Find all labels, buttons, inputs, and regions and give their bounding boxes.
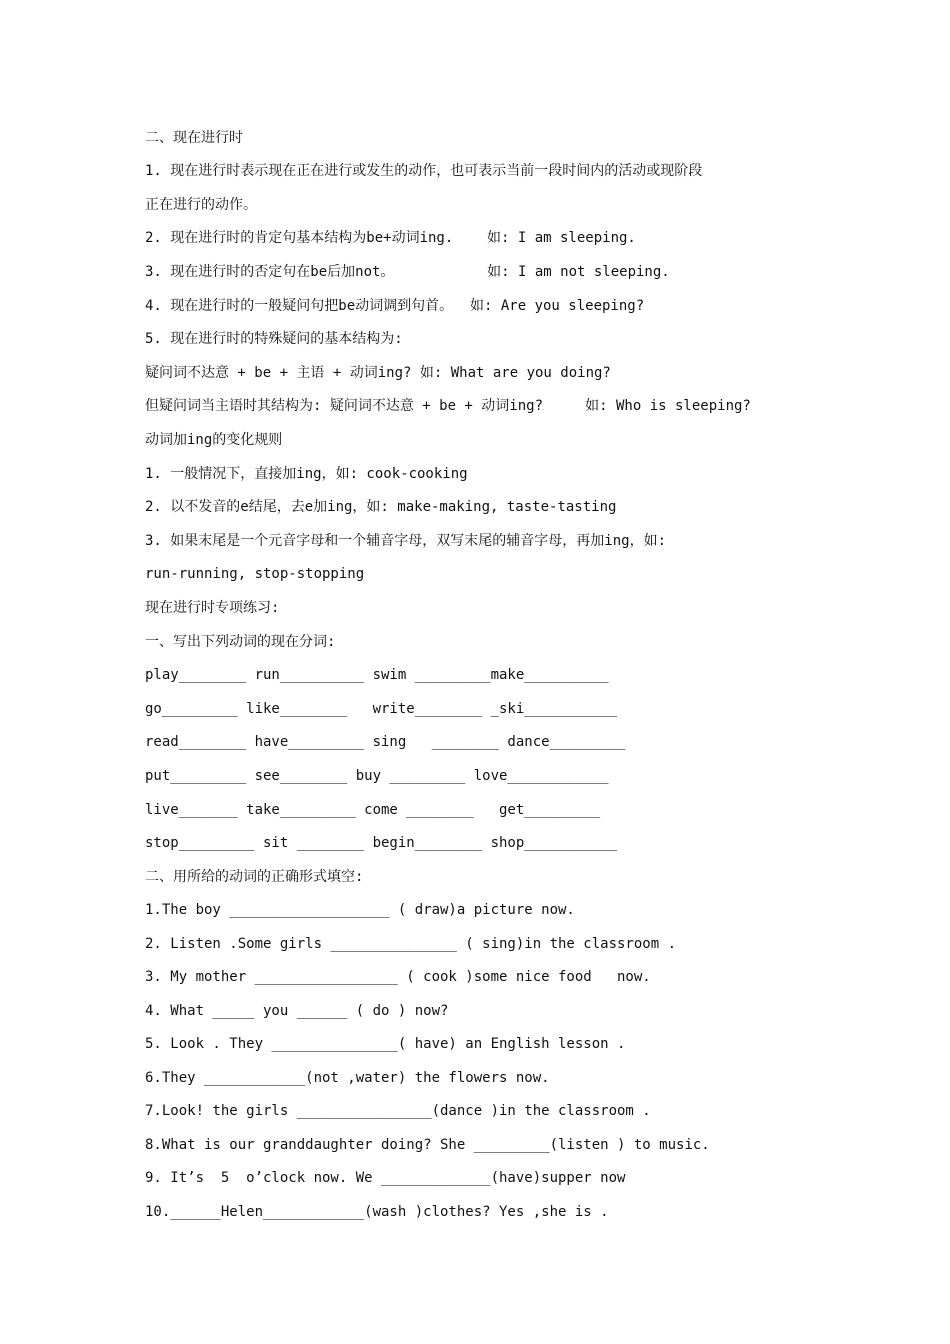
fill-in-sentence: 5. Look . They _______________( have) an English lesson . [145,1036,626,1052]
verb-row: play________ run__________ swim _________make__________ [145,667,609,683]
fill-in-sentence: 3. My mother _________________ ( cook )some nice food now. [145,969,651,985]
fill-in-sentence: 6.They ____________(not ,water) the flowers now. [145,1070,550,1086]
rule-4: 4. 现在进行时的一般疑问句把be动词调到句首。 如: Are you sleeping? [145,298,645,314]
rule-1-line-a: 1. 现在进行时表示现在正在进行或发生的动作，也可表示当前一段时间内的活动或现阶段 [145,163,703,179]
ing-rule-1: 1. 一般情况下，直接加ing，如: cook-cooking [145,466,468,482]
verb-row: live_______ take_________ come ________ get_________ [145,802,601,818]
ing-rule-3-line-a: 3. 如果末尾是一个元音字母和一个辅音字母，双写末尾的辅音字母，再加ing，如: [145,533,666,549]
fill-in-sentence: 9. It’s 5 o’clock now. We _____________(have)supper now [145,1170,626,1186]
fill-in-sentence: 7.Look! the girls ________________(dance )in the classroom . [145,1103,651,1119]
rule-3: 3. 现在进行时的否定句在be后加not。 如: I am not sleeping. [145,264,670,280]
ing-rule-3-line-b: run-running, stop-stopping [145,566,365,582]
fill-in-sentence: 2. Listen .Some girls _______________ ( sing)in the classroom . [145,936,677,952]
part-1-heading: 一、写出下列动词的现在分词: [145,634,336,650]
fill-in-sentence: 8.What is our granddaughter doing? She _________(listen ) to music. [145,1137,710,1153]
section-heading-present-continuous: 二、现在进行时 [145,130,243,146]
fill-in-sentence: 1.The boy ___________________ ( draw)a picture now. [145,902,575,918]
verb-row: stop_________ sit ________ begin________ shop___________ [145,835,618,851]
ing-rules-heading: 动词加ing的变化规则 [145,432,283,448]
rule-2: 2. 现在进行时的肯定句基本结构为be+动词ing. 如: I am sleeping. [145,230,636,246]
practice-heading: 现在进行时专项练习: [145,600,280,616]
rule-5-structure-a: 疑问词不达意 + be + 主语 + 动词ing? 如: What are you doing? [145,365,611,381]
verb-row: read________ have_________ sing ________ dance_________ [145,734,626,750]
verb-row: go_________ like________ write________ _ski___________ [145,701,618,717]
ing-rule-2: 2. 以不发音的e结尾，去e加ing，如: make-making, taste-tasting [145,499,617,515]
rule-5-structure-b: 但疑问词当主语时其结构为: 疑问词不达意 + be + 动词ing? 如: Who is sleeping? [145,398,751,414]
rule-1-line-b: 正在进行的动作。 [145,197,257,213]
fill-in-sentence: 4. What _____ you ______ ( do ) now? [145,1003,449,1019]
part-2-heading: 二、用所给的动词的正确形式填空: [145,869,364,885]
rule-5: 5. 现在进行时的特殊疑问的基本结构为: [145,331,403,347]
verb-row: put_________ see________ buy _________ love____________ [145,768,609,784]
fill-in-sentence: 10.______Helen____________(wash )clothes? Yes ,she is . [145,1204,609,1220]
